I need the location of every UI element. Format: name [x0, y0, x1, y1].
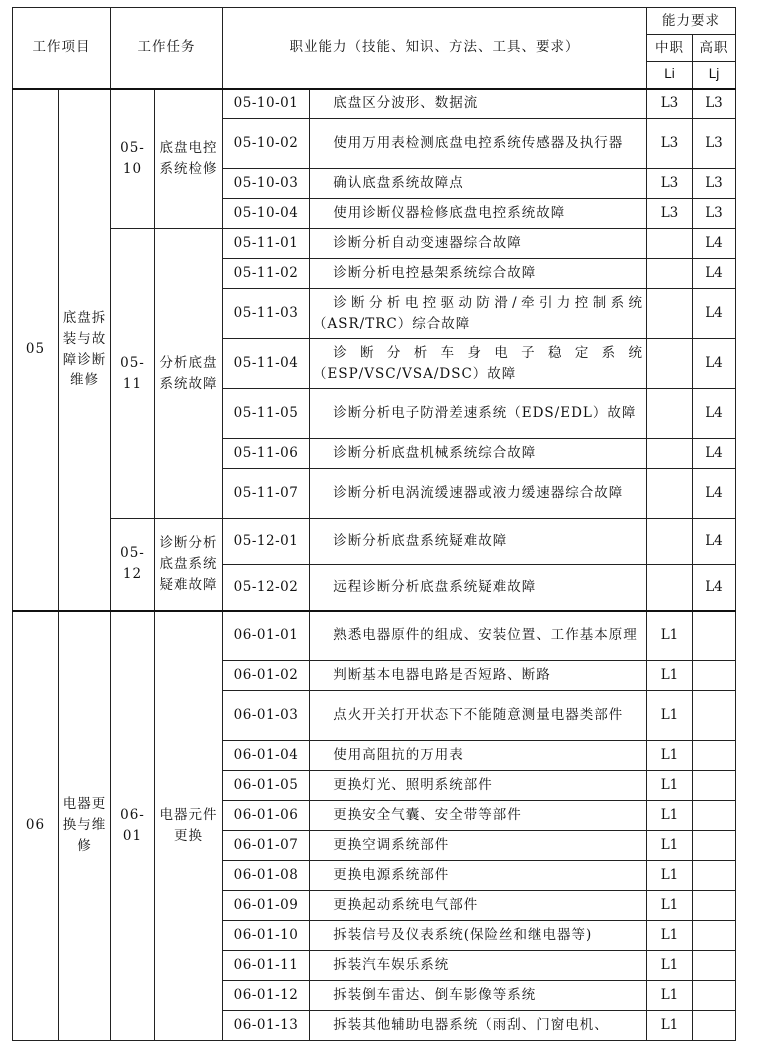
- item-code: 06-01-11: [223, 951, 310, 981]
- item-code: 05-11-07: [223, 469, 310, 519]
- table-row: [13, 519, 736, 565]
- task-name: 底盘电控系统检修: [155, 89, 223, 229]
- item-code: 06-01-04: [223, 741, 310, 771]
- task-code: 05-10: [111, 89, 155, 229]
- item-high-level: [693, 661, 736, 691]
- item-high-level: [693, 771, 736, 801]
- item-code: 05-10-02: [223, 119, 310, 169]
- item-description: 诊断分析底盘系统疑难故障: [310, 519, 647, 565]
- item-high-level: L4: [693, 469, 736, 519]
- item-description: 使用诊断仪器检修底盘电控系统故障: [310, 199, 647, 229]
- item-high-level: L4: [693, 229, 736, 259]
- item-high-level: L4: [693, 339, 736, 389]
- document-page: [12, 7, 736, 1041]
- item-mid-level: L1: [647, 891, 693, 921]
- item-high-level: L4: [693, 259, 736, 289]
- header-task: 工作任务: [111, 8, 223, 89]
- item-description: 诊断分析车身电子稳定系统（ESP/VSC/VSA/DSC）故障: [310, 339, 647, 389]
- table-row: [13, 89, 736, 119]
- section-code: 06: [13, 611, 59, 1041]
- item-high-level: L4: [693, 439, 736, 469]
- item-code: 06-01-03: [223, 691, 310, 741]
- item-description: 诊断分析电控悬架系统综合故障: [310, 259, 647, 289]
- item-mid-level: [647, 229, 693, 259]
- task-name: 电器元件更换: [155, 611, 223, 1041]
- item-description: 使用万用表检测底盘电控系统传感器及执行器: [310, 119, 647, 169]
- table-row: [13, 229, 736, 259]
- section-code: 05: [13, 89, 59, 611]
- table-row: [13, 611, 736, 661]
- item-code: 05-12-02: [223, 565, 310, 611]
- item-high-level: L3: [693, 89, 736, 119]
- item-high-level: [693, 831, 736, 861]
- item-mid-level: L1: [647, 921, 693, 951]
- item-mid-level: [647, 259, 693, 289]
- item-code: 06-01-08: [223, 861, 310, 891]
- item-mid-level: L1: [647, 831, 693, 861]
- item-mid-level: L3: [647, 119, 693, 169]
- header-level-requirement: 能力要求: [647, 8, 736, 35]
- item-code: 06-01-09: [223, 891, 310, 921]
- item-high-level: [693, 741, 736, 771]
- item-high-level: L4: [693, 289, 736, 339]
- item-mid-level: L3: [647, 89, 693, 119]
- task-name: 诊断分析底盘系统疑难故障: [155, 519, 223, 611]
- section-name: 底盘拆装与故障诊断维修: [59, 89, 111, 611]
- item-mid-level: L1: [647, 1011, 693, 1041]
- item-description: 判断基本电器电路是否短路、断路: [310, 661, 647, 691]
- item-mid-level: L1: [647, 981, 693, 1011]
- task-code: 05-11: [111, 229, 155, 519]
- item-high-level: L3: [693, 169, 736, 199]
- item-code: 05-11-01: [223, 229, 310, 259]
- header-li: Li: [647, 62, 693, 89]
- item-high-level: [693, 891, 736, 921]
- item-high-level: L4: [693, 565, 736, 611]
- item-mid-level: L3: [647, 169, 693, 199]
- item-description: 更换空调系统部件: [310, 831, 647, 861]
- item-code: 06-01-07: [223, 831, 310, 861]
- item-description: 使用高阻抗的万用表: [310, 741, 647, 771]
- item-description: 更换电源系统部件: [310, 861, 647, 891]
- item-code: 06-01-10: [223, 921, 310, 951]
- item-code: 06-01-05: [223, 771, 310, 801]
- item-description: 诊断分析底盘机械系统综合故障: [310, 439, 647, 469]
- item-description: 远程诊断分析底盘系统疑难故障: [310, 565, 647, 611]
- item-high-level: [693, 691, 736, 741]
- item-mid-level: L1: [647, 611, 693, 661]
- item-high-level: [693, 1011, 736, 1041]
- item-code: 06-01-02: [223, 661, 310, 691]
- item-high-level: [693, 921, 736, 951]
- item-description: 更换灯光、照明系统部件: [310, 771, 647, 801]
- item-mid-level: [647, 389, 693, 439]
- item-description: 诊断分析电控驱动防滑/牵引力控制系统（ASR/TRC）综合故障: [310, 289, 647, 339]
- item-description: 底盘区分波形、数据流: [310, 89, 647, 119]
- item-high-level: L3: [693, 199, 736, 229]
- item-description: 更换起动系统电气部件: [310, 891, 647, 921]
- item-code: 05-12-01: [223, 519, 310, 565]
- competency-table: [12, 7, 736, 1041]
- item-code: 06-01-13: [223, 1011, 310, 1041]
- item-high-level: [693, 981, 736, 1011]
- item-code: 05-11-02: [223, 259, 310, 289]
- item-mid-level: L1: [647, 771, 693, 801]
- task-code: 05-12: [111, 519, 155, 611]
- item-code: 05-11-03: [223, 289, 310, 339]
- item-mid-level: L1: [647, 861, 693, 891]
- item-description: 拆装汽车娱乐系统: [310, 951, 647, 981]
- item-code: 05-10-04: [223, 199, 310, 229]
- item-description: 拆装其他辅助电器系统（雨刮、门窗电机、: [310, 1011, 647, 1041]
- item-mid-level: [647, 289, 693, 339]
- item-high-level: L3: [693, 119, 736, 169]
- item-description: 确认底盘系统故障点: [310, 169, 647, 199]
- item-mid-level: L1: [647, 801, 693, 831]
- item-mid-level: L1: [647, 691, 693, 741]
- item-mid-level: [647, 565, 693, 611]
- section-name: 电器更换与维修: [59, 611, 111, 1041]
- item-description: 点火开关打开状态下不能随意测量电器类部件: [310, 691, 647, 741]
- item-mid-level: L3: [647, 199, 693, 229]
- task-code: 06-01: [111, 611, 155, 1041]
- header-mid-level: 中职: [647, 35, 693, 62]
- item-description: 拆装信号及仪表系统(保险丝和继电器等): [310, 921, 647, 951]
- item-code: 05-11-05: [223, 389, 310, 439]
- item-high-level: [693, 951, 736, 981]
- item-code: 06-01-01: [223, 611, 310, 661]
- item-description: 熟悉电器原件的组成、安装位置、工作基本原理: [310, 611, 647, 661]
- header-project: 工作项目: [13, 8, 111, 89]
- item-code: 05-11-04: [223, 339, 310, 389]
- item-high-level: [693, 801, 736, 831]
- header-high-level: 高职: [693, 35, 736, 62]
- item-code: 05-10-01: [223, 89, 310, 119]
- item-mid-level: L1: [647, 661, 693, 691]
- item-mid-level: [647, 339, 693, 389]
- item-high-level: L4: [693, 389, 736, 439]
- item-description: 诊断分析电子防滑差速系统（EDS/EDL）故障: [310, 389, 647, 439]
- header-ability: 职业能力（技能、知识、方法、工具、要求）: [223, 8, 647, 89]
- item-mid-level: [647, 469, 693, 519]
- item-description: 诊断分析电涡流缓速器或液力缓速器综合故障: [310, 469, 647, 519]
- item-mid-level: [647, 519, 693, 565]
- item-high-level: L4: [693, 519, 736, 565]
- item-code: 06-01-06: [223, 801, 310, 831]
- task-name: 分析底盘系统故障: [155, 229, 223, 519]
- item-high-level: [693, 611, 736, 661]
- item-mid-level: L1: [647, 741, 693, 771]
- item-code: 05-11-06: [223, 439, 310, 469]
- item-code: 05-10-03: [223, 169, 310, 199]
- item-mid-level: L1: [647, 951, 693, 981]
- item-description: 拆装倒车雷达、倒车影像等系统: [310, 981, 647, 1011]
- item-description: 更换安全气囊、安全带等部件: [310, 801, 647, 831]
- item-code: 06-01-12: [223, 981, 310, 1011]
- item-description: 诊断分析自动变速器综合故障: [310, 229, 647, 259]
- item-high-level: [693, 861, 736, 891]
- header-lj: Lj: [693, 62, 736, 89]
- item-mid-level: [647, 439, 693, 469]
